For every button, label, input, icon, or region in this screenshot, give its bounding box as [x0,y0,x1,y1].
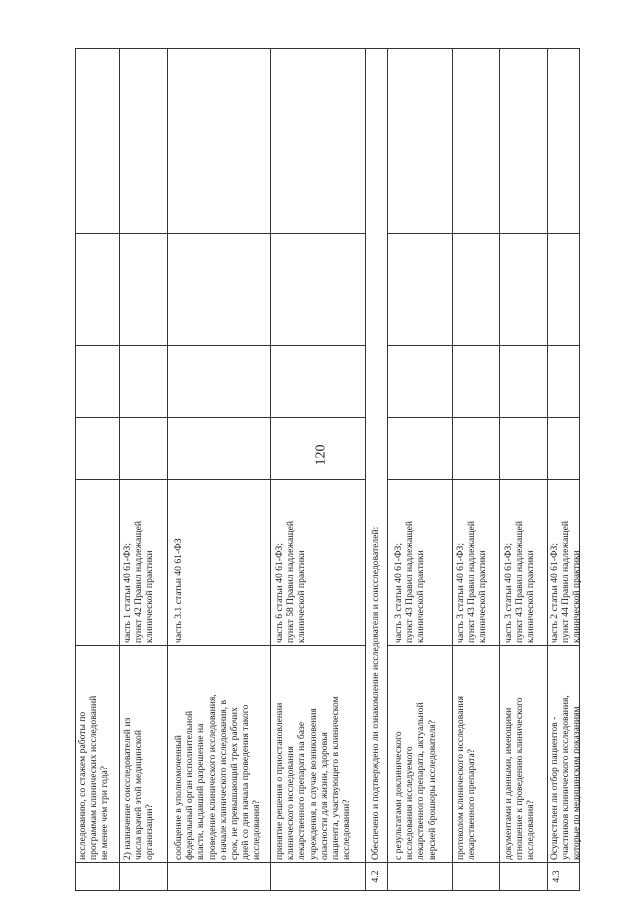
row-divider [499,48,500,891]
reference-cell: часть 6 статьи 40 61-ФЗ; пункт 58 Правил надлежащей клинической практики [274,520,308,643]
table-border [75,890,580,891]
row-divider [270,48,271,891]
question-cell: принятие решения о приостановлении клинического исследования лекарственного препарата на базе учреждения, в случае возникновения опасности для жизни, здоровья пациента, участвующего в клиническом исследовании? [274,696,353,860]
question-cell: документами и данными, имеющими отношение к проведению клинического исследования? [503,697,537,860]
table-border [75,48,580,49]
question-cell: 2) назначение соисследователей из числа врачей этой медицинской организации? [122,717,156,860]
checklist-table [75,48,583,891]
reference-cell: часть 3 статьи 40 61-ФЗ; пункт 43 Правил надлежащей клинической практики [455,520,489,643]
column-divider [387,417,580,418]
question-cell: Осуществлен ли отбор пациентов - участников клинического исследования, которые по медицинским показаниям [549,695,583,860]
row-divider [365,48,366,891]
row-divider [387,48,388,891]
row-divider [119,48,120,891]
question-cell: с результатами доклинического исследования исследуемого лекарственного препарата, актуальной версией брошюры исследователя? [393,702,438,860]
reference-cell: часть 3 статьи 40 61-ФЗ; пункт 43 Правил надлежащей клинической практики [393,520,427,643]
column-divider [387,233,580,234]
column-divider [387,345,580,346]
page-number: 120 [313,444,329,466]
question-cell: сообщение в уполномоченный федеральный орган исполнительной власти, выдавший разрешение на проведение клинического исследования, о начале клинического исследования, в срок, не превышающий трех рабочих дней со дня начала проведения такого исследования? [173,694,263,860]
checklist-table-sheet [75,48,583,891]
item-number: 4.2 [370,870,381,883]
question-cell: исследованию, со стажем работы по программам клинических исследований не менее чем три года? [77,695,111,860]
column-divider [387,645,580,646]
column-divider [75,233,365,234]
column-divider [387,479,580,480]
column-divider [75,862,580,863]
row-divider [547,48,548,891]
reference-cell: часть 2 статьи 40 61-ФЗ; пункт 44 Правил надлежащей клинической практики [549,520,583,643]
question-cell: протоколом клинического исследования лекарственного препарата? [455,695,478,860]
column-divider [75,479,365,480]
section-question: Обеспечено и подтверждено ли ознакомление исследователя и соисследователей: [370,526,381,860]
row-divider [167,48,168,891]
reference-cell: часть 3 статьи 40 61-ФЗ; пункт 43 Правил надлежащей клинической практики [503,520,537,643]
row-divider [452,48,453,891]
reference-cell: часть 1 статьи 40 61-ФЗ; пункт 42 Правил надлежащей клинической практики [122,520,156,643]
column-divider [75,345,365,346]
table-border [75,48,76,891]
column-divider [75,417,365,418]
reference-cell: часть 3.1 статьи 40 61-ФЗ [173,538,184,643]
column-divider [75,645,365,646]
item-number: 4.3 [551,870,562,883]
